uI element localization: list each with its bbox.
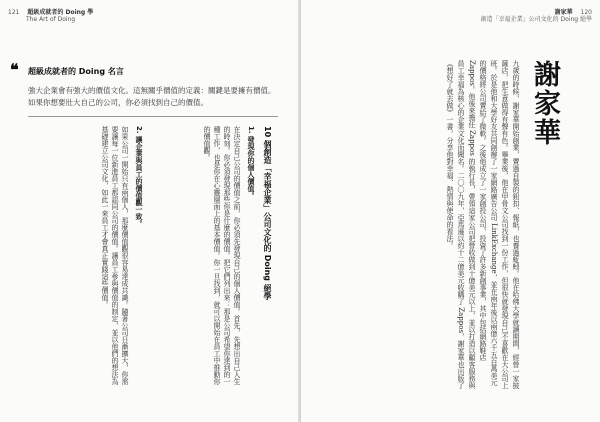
- left-running-head: [8, 9, 93, 23]
- sub-text-1: 在決定自己公司的價值之前，你必須先發現自己的個人價值。首先，先想出自己人生的時刻。你必須發現那些你是什麼的價值。把它們列出來：那是公司希望你達到的一種工作，也是你在心靈層面上的基本價值。你一旦找到，就可以開始在員工中推動你的價值觀。: [203, 126, 241, 385]
- quote-divider: [28, 116, 278, 117]
- sub-title-1: 1. 發現你的個人價值。: [247, 126, 255, 199]
- quote-text: 強大企業會有強大的價值文化。這無關乎價值的定義：關鍵是要擁有價值。如果你想要壯大自己的公司，你必須找到自己的價值。: [28, 86, 276, 107]
- right-page: [301, 0, 600, 422]
- section-title: 10 個創造「幸福企業」公司文化的 Doing 絕學: [263, 126, 272, 300]
- left-running-head-title: 超級成就者的 Doing 學: [27, 9, 94, 16]
- right-running-head-sub: 創造「幸福企業」公司文化的 Doing 絕學: [480, 16, 592, 23]
- right-page-number: 120: [580, 9, 592, 16]
- quote-block: [28, 66, 278, 106]
- left-page-number: 121: [8, 9, 20, 16]
- quote-mark-icon: ❝: [10, 60, 19, 79]
- right-running-head-title: 謝家華: [554, 9, 573, 16]
- biography-text: 九歲的時候，謝家華開始創業，賣過自製的鈕扣、報紙，也養過蚯蚓。他在哈佛大學就讀期間，經營一家披薩店，把生意做得有聲有色。畢業後，他在甲骨文公司找到一份工作，但很快就發現自己不喜歡在大公司上班。於是他和大學好友共同創辦了一家網路廣告公司 LinkExchange，並在兩年後以兩億六千五百萬美元的價格將公司賣給了微軟。之後他成立了一家創投公司，投資了許多新創事業，其中包括網路鞋店 Zappos。他後來擔任 Zappos 的執行長，帶領這家公司把營收做到十億美元以上，並以打造以顧客服務與員工幸福為核心的企業文化而聞名。二〇〇九年，亞馬遜以約十二億美元收購了 Zappos，謝家華也出版了《想好了就去做》一書，分享他對幸福、熱情與使命的看法。: [446, 60, 520, 390]
- quote-heading: 超級成就者的 Doing 名言: [28, 67, 124, 76]
- left-running-head-en: The Art of Doing: [26, 16, 76, 23]
- right-running-head: [481, 9, 592, 23]
- left-page: [0, 0, 299, 422]
- sub-text-2: 如果公司一開始只有兩個人，那麼價值觀很容易達成共識。隨著公司日漸擴大，你需要讓每一位新進員工都認同公司的價值。讓員工參與價值的制定，並以他們的想法為基礎建立公司文化，如此一來員工才會真正實踐這些價值。: [101, 126, 129, 385]
- sub-title-2: 2. 讓企業與員工的價值觀一致。: [135, 126, 143, 227]
- person-name: 謝家華: [529, 60, 560, 147]
